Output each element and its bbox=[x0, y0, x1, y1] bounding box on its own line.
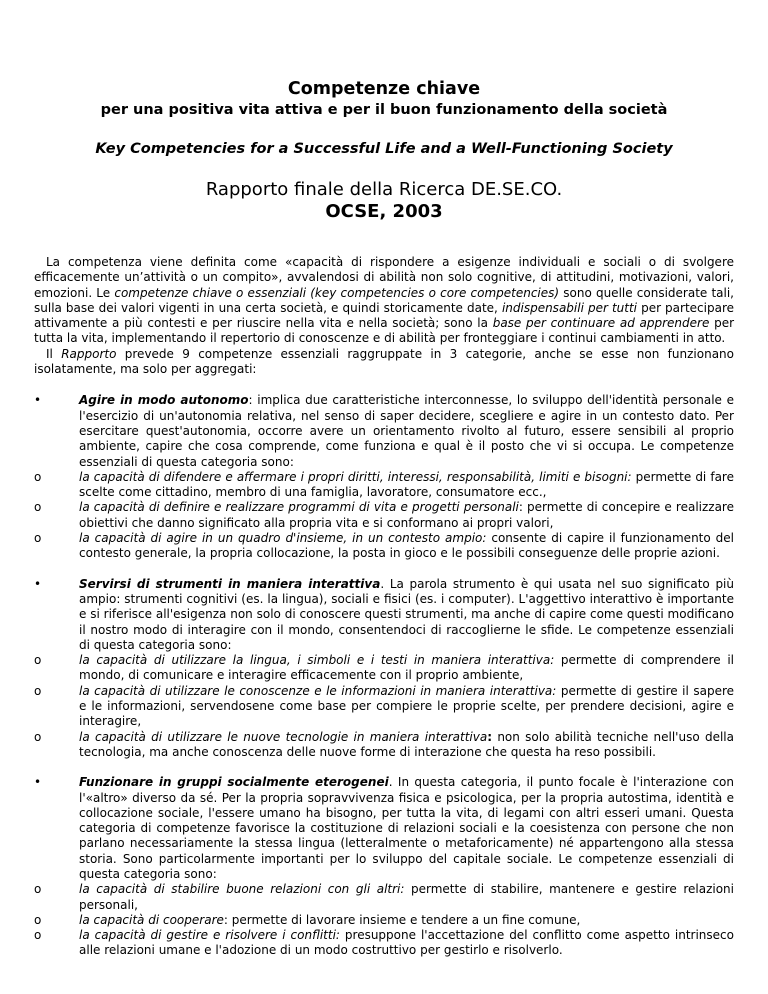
competence-text: non solo abilità tecniche nell'uso della tecnologia, ma anche conoscenza delle nuove forme di interazione che questa ha reso possibili. bbox=[79, 729, 734, 759]
competence-label: la capacità di definire e realizzare programmi di vita e progetti personali bbox=[79, 500, 519, 515]
intro-text: sono quelle considerate tali, sulla base dei valori vigenti in una certa società, e quindi storicamente date, bbox=[34, 285, 734, 315]
competence-text: presuppone l'accettazione del conflitto come aspetto intrinseco alle relazioni umane e l'adozione di un modo costruttivo per gestirlo e risolverlo. bbox=[79, 928, 734, 958]
english-title: Key Competencies for a Successful Life and a Well-Functioning Society bbox=[95, 141, 673, 157]
category-heading: Servirsi di strumenti in maniera interattiva bbox=[79, 576, 381, 591]
circle-outline-icon: o bbox=[34, 912, 42, 927]
intro-emphasis: base per continuare ad apprendere bbox=[492, 316, 710, 331]
category-description: . La parola strumento è qui usata nel suo significato più ampio: strumenti cognitivi (es. la lingua), sociali e fisici (es. i computer). L'aggettivo interattivo è importante e si riferisce all'esigenza non solo di conoscere questi strumenti, ma anche di capire come questi modificano il nostro modo di interagire con il mondo, consentendoci di raccoglierne le sfide. Le competenze essenziali di questa categoria sono: bbox=[79, 576, 735, 652]
document-page bbox=[34, 78, 734, 959]
intro-section bbox=[34, 255, 734, 377]
circle-outline-icon: o bbox=[34, 469, 42, 484]
category-description: : implica due caratteristiche interconnesse, lo sviluppo dell'identità personale e l'esercizio di un'autonomia relativa, nel senso di saper decidere, scegliere e agire in un contesto dato. Per esercitare quest'autonomia, occorre avere un orientamento rivolto al futuro, essere sensibili al proprio ambiente, capire che cosa comprende, come funziona e qual è il posto che vi si occupa. Le competenze essenziali di questa categoria sono: bbox=[79, 393, 734, 469]
competence-text: permette di comprendere il mondo, di comunicare e interagire efficacemente con il proprio ambiente, bbox=[79, 653, 735, 683]
competence-item bbox=[34, 531, 734, 562]
category-bullet-item bbox=[34, 775, 734, 882]
intro-text: per tutta la vita, implementando il repertorio di conoscenze e di abilità per fronteggiare i continui cambiamenti in atto. bbox=[34, 316, 735, 346]
competence-item bbox=[34, 882, 734, 913]
report-line: Rapporto finale della Ricerca DE.SE.CO. bbox=[205, 179, 563, 200]
competence-text: permette di gestire il sapere e le informazioni, servendosene come base per compiere le proprie scelte, per prendere decisioni, agire e interagire, bbox=[79, 683, 735, 729]
competence-label: la capacità di gestire e risolvere i conflitti: bbox=[79, 928, 340, 943]
competence-item bbox=[34, 500, 734, 531]
intro-paragraph-1 bbox=[34, 255, 734, 347]
category-bullet-item bbox=[34, 577, 734, 653]
circle-outline-icon: o bbox=[34, 882, 42, 897]
competence-category-3 bbox=[34, 775, 734, 959]
circle-outline-icon: o bbox=[34, 500, 42, 515]
circle-outline-icon: o bbox=[34, 683, 42, 698]
competence-item bbox=[34, 928, 734, 959]
circle-outline-icon: o bbox=[34, 653, 42, 668]
intro-text: La competenza viene definita come «capacità di rispondere a esigenze individuali e sociali o di svolgere efficacemente un’attività o un compito», avvalendosi di abilità non solo cognitive, di attitudini, motivazioni, valori, emozioni. Le bbox=[34, 255, 734, 300]
competence-label: la capacità di utilizzare le nuove tecnologie in maniera interattiva bbox=[79, 729, 488, 744]
bullet-dot-icon: • bbox=[34, 775, 42, 790]
competence-text: : permette di lavorare insieme e tendere a un fine comune, bbox=[223, 912, 581, 927]
intro-emphasis: indispensabili per tutti bbox=[501, 300, 638, 315]
document-title: Competenze chiave bbox=[287, 79, 481, 99]
bullet-dot-icon: • bbox=[34, 393, 42, 408]
intro-emphasis: Rapporto bbox=[61, 346, 117, 361]
competence-text: : permette di concepire e realizzare obiettivi che danno significato alla propria vita e si conformano ai propri valori, bbox=[79, 500, 734, 530]
competence-label: la capacità di utilizzare le conoscenze e le informazioni in maniera interattiva: bbox=[79, 683, 557, 698]
competence-item bbox=[34, 653, 734, 684]
document-subtitle: per una positiva vita attiva e per il buon funzionamento della società bbox=[100, 102, 668, 118]
intro-text: prevede 9 competenze essenziali raggruppate in 3 categorie, anche se esse non funzionano isolatamente, ma solo per aggregati: bbox=[34, 346, 734, 377]
intro-text: Il bbox=[46, 346, 62, 361]
competence-category-2 bbox=[34, 577, 734, 761]
report-organization: OCSE, 2003 bbox=[325, 201, 443, 222]
intro-emphasis: competenze chiave o essenziali (key competencies o core competencies) bbox=[114, 285, 560, 300]
category-heading: Funzionare in gruppi socialmente eterogenei bbox=[79, 775, 389, 790]
category-heading: Agire in modo autonomo bbox=[79, 393, 249, 408]
competence-label: la capacità di utilizzare la lingua, i simboli e i testi in maniera interattiva: bbox=[79, 653, 555, 668]
competence-text: permette di fare scelte come cittadino, membro di una famiglia, lavoratore, consumatore ecc., bbox=[79, 469, 734, 500]
competence-item bbox=[34, 470, 734, 501]
competence-item bbox=[34, 730, 734, 761]
circle-outline-icon: o bbox=[34, 531, 42, 546]
circle-outline-icon: o bbox=[34, 928, 42, 943]
category-bullet-item bbox=[34, 393, 734, 469]
intro-paragraph-2 bbox=[34, 347, 734, 378]
circle-outline-icon: o bbox=[34, 729, 42, 744]
competence-item bbox=[34, 684, 734, 730]
competence-item bbox=[34, 913, 734, 928]
competence-label-colon: : bbox=[487, 729, 493, 744]
competence-text: consente di capire il funzionamento del contesto generale, la propria collocazione, la posta in gioco e le possibili conseguenze delle proprie azioni. bbox=[79, 531, 734, 561]
competence-label: la capacità di stabilire buone relazioni con gli altri: bbox=[79, 882, 405, 897]
competence-label: la capacità di agire in un quadro d'insieme, in un contesto ampio: bbox=[79, 531, 487, 546]
competence-label: la capacità di cooperare bbox=[79, 912, 224, 927]
category-description: . In questa categoria, il punto focale è l'interazione con l'«altro» diverso da sé. Per la propria sopravvivenza fisica e psicologica, per la propria autostima, identità e collocazione sociale, l'essere umano ha bisogno, per tutta la vita, di legami con altri esseri umani. Questa categoria di competenze favorisce la costituzione di relazioni sociali e la coesistenza con persone che non parlano necessariamente la stessa lingua (letteralmente o metaforicamente) né appartengono alla stessa storia. Sono particolarmente importanti per lo sviluppo del capitale sociale. Le competenze essenziali di questa categoria sono: bbox=[79, 775, 735, 881]
bullet-dot-icon: • bbox=[34, 576, 42, 591]
intro-text: per partecipare attivamente a più contesti e per riuscire nella vita e nella società; sono la bbox=[34, 300, 735, 331]
competence-label: la capacità di difendere e affermare i propri diritti, interessi, responsabilità, limiti e bisogni: bbox=[79, 469, 632, 484]
competence-text: permette di stabilire, mantenere e gestire relazioni personali, bbox=[79, 882, 734, 912]
competence-category-1 bbox=[34, 393, 734, 561]
